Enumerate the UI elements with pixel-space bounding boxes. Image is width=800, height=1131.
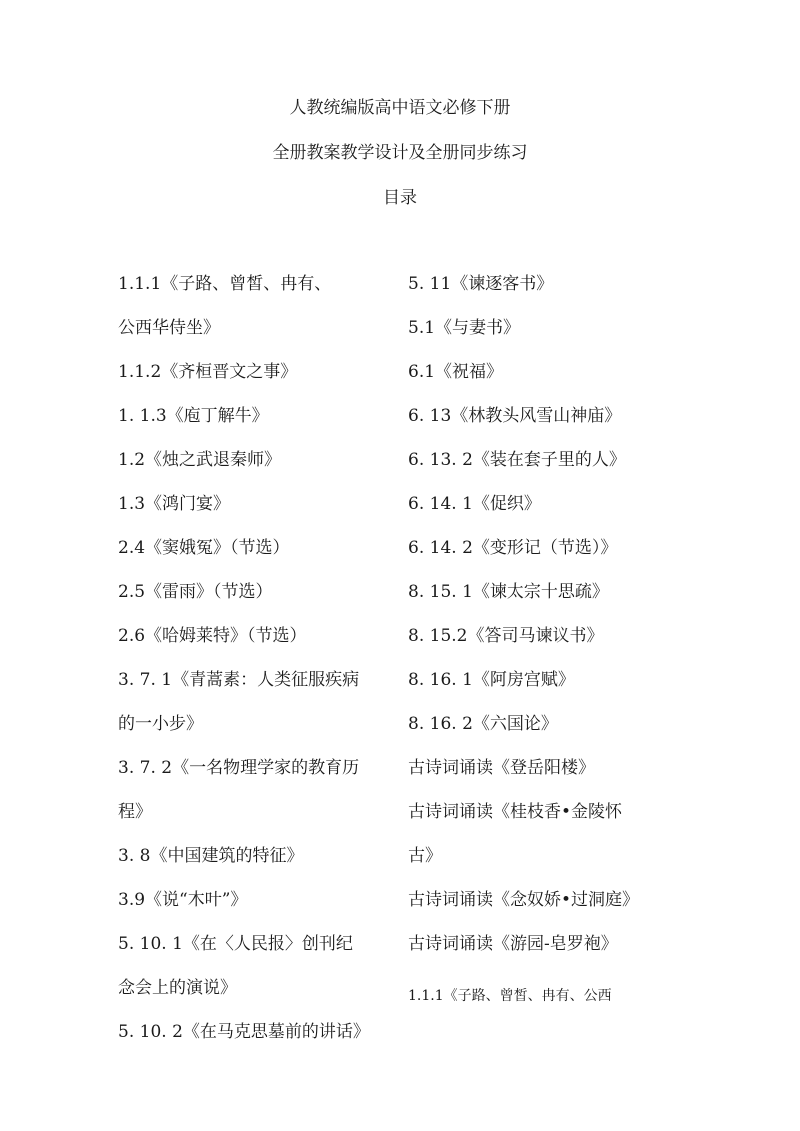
toc-entry: 2.5《雷雨》（节选） xyxy=(118,582,273,602)
toc-entry: 1.1.1《子路、曾皙、冉有、 xyxy=(118,274,332,294)
toc-entry: 6. 14. 2《变形记（节选）》 xyxy=(408,538,618,558)
toc-entry: 公西华侍坐》 xyxy=(118,318,220,338)
toc-entry: 程》 xyxy=(118,802,152,822)
toc-entry: 5.1《与妻书》 xyxy=(408,318,521,338)
toc-entry: 1.2《烛之武退秦师》 xyxy=(118,450,282,470)
toc-entry: 6. 13《林教头风雪山神庙》 xyxy=(408,406,622,426)
toc-entry: 8. 15. 1《谏太宗十思疏》 xyxy=(408,582,609,602)
toc-entry: 2.6《哈姆莱特》（节选） xyxy=(118,626,307,646)
toc-entry: 5. 10. 2《在马克思墓前的讲话》 xyxy=(118,1022,370,1042)
toc-heading: 目录 xyxy=(383,188,417,208)
toc-entry: 5. 11《谏逐客书》 xyxy=(408,274,554,294)
toc-entry: 8. 16. 2《六国论》 xyxy=(408,714,558,734)
document-header xyxy=(0,98,800,233)
toc-entry: 1.3《鸿门宴》 xyxy=(118,494,231,514)
document-subtitle: 全册教案教学设计及全册同步练习 xyxy=(272,143,528,163)
toc-entry: 6.1《祝福》 xyxy=(408,362,504,382)
toc-entry: 古诗词诵读《桂枝香•金陵怀 xyxy=(408,802,623,822)
toc-entry: 古》 xyxy=(408,846,442,866)
toc-entry: 6. 13. 2《装在套子里的人》 xyxy=(408,450,626,470)
document-title: 人教统编版高中语文必修下册 xyxy=(289,98,511,118)
toc-entry: 1.1.2《齐桓晋文之事》 xyxy=(118,362,298,382)
toc-entry: 8. 16. 1《阿房宫赋》 xyxy=(408,670,575,690)
toc-entry: 3. 7. 1《青蒿素：人类征服疾病 xyxy=(118,670,360,690)
toc-left-column xyxy=(118,262,388,1054)
toc-entry: 3. 8《中国建筑的特征》 xyxy=(118,846,304,866)
toc-entry: 5. 10. 1《在〈人民报〉创刊纪 xyxy=(118,934,353,954)
toc-entry: 2.4《窦娥冤》（节选） xyxy=(118,538,290,558)
toc-right-column xyxy=(408,262,668,1018)
toc-entry: 6. 14. 1《促织》 xyxy=(408,494,541,514)
toc-entry: 念会上的演说》 xyxy=(118,978,237,998)
toc-entry: 3. 7. 2《一名物理学家的教育历 xyxy=(118,758,360,778)
toc-entry: 的一小步》 xyxy=(118,714,203,734)
toc-entry: 古诗词诵读《登岳阳楼》 xyxy=(408,758,595,778)
toc-entry: 1. 1.3《庖丁解牛》 xyxy=(118,406,269,426)
toc-entry: 古诗词诵读《游园-皂罗袍》 xyxy=(408,934,618,954)
next-page-heading: 1.1.1《子路、曾皙、冉有、公西 xyxy=(408,988,612,1004)
toc-entry: 8. 15.2《答司马谏议书》 xyxy=(408,626,604,646)
toc-entry: 古诗词诵读《念奴娇•过洞庭》 xyxy=(408,890,640,910)
toc-entry: 3.9《说“木叶”》 xyxy=(118,890,248,910)
